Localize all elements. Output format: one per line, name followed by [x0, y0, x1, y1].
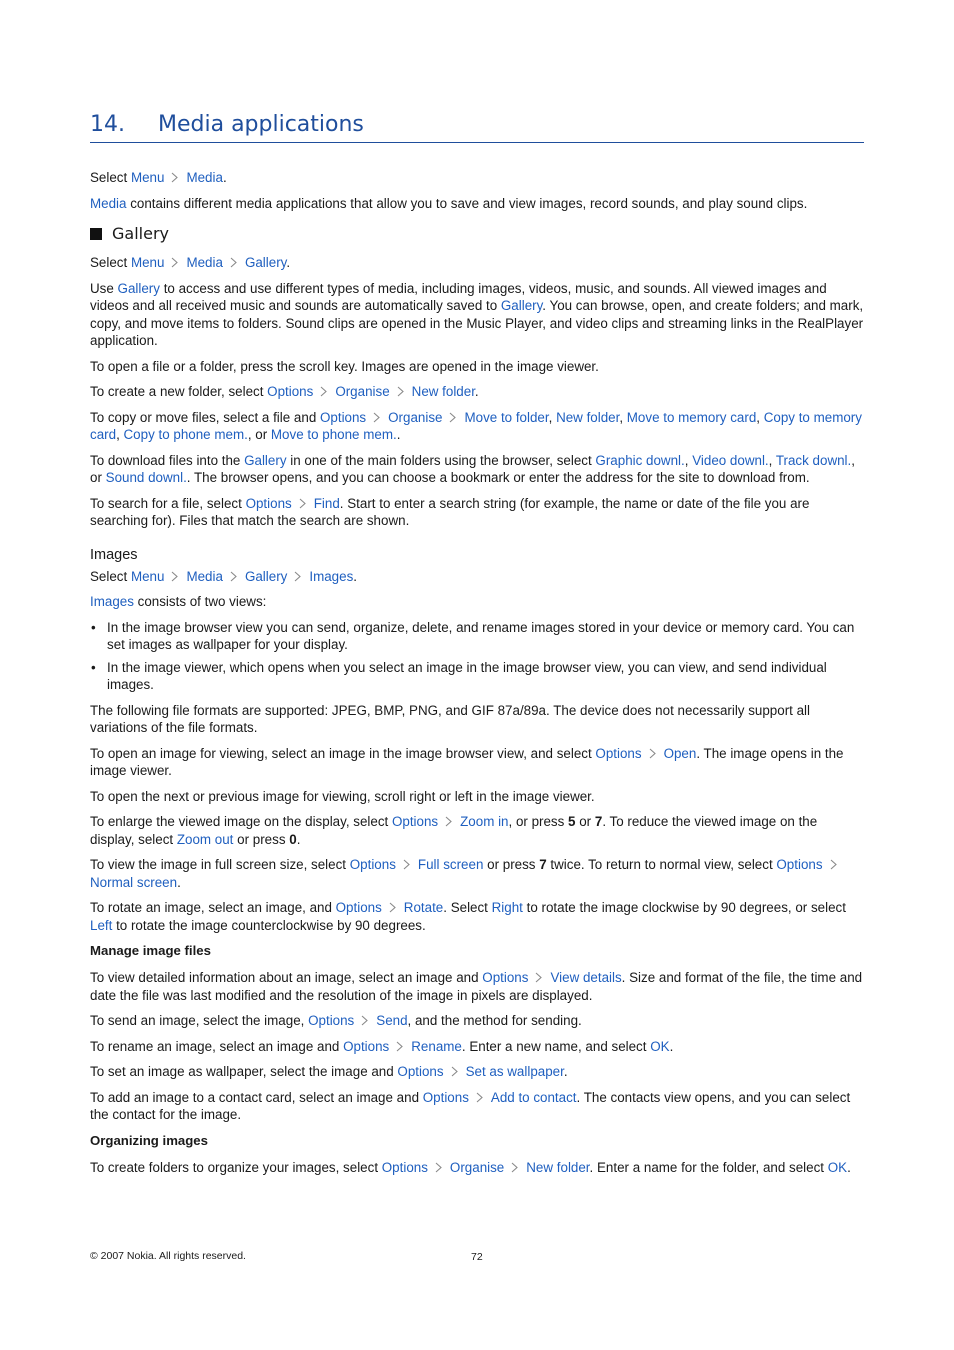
- link-menu[interactable]: Menu: [130, 255, 165, 270]
- link-move-to-phone-mem[interactable]: Move to phone mem.: [270, 427, 397, 442]
- chapter-title: Media applications: [158, 112, 364, 137]
- text-span: To create a new folder, select: [90, 384, 268, 399]
- square-bullet-icon: [90, 228, 102, 240]
- chevron-right-icon: [169, 571, 180, 582]
- organizing-paragraph: [90, 1159, 864, 1177]
- text-span: . Size and format of the file, the time and date the file was last modified and the resolution of the image in pixels are displayed.: [90, 970, 863, 1003]
- chapter-number: 14.: [90, 112, 125, 137]
- text-span: contains different media applications that allow you to save and view images, record sounds, and play sound clips.: [126, 195, 808, 211]
- gallery-search-paragraph: [90, 495, 864, 530]
- text-span: , or press: [508, 814, 569, 829]
- manage-contact-paragraph: [90, 1089, 864, 1124]
- text-span: ,: [768, 452, 776, 468]
- list-item: • In the image viewer, which opens when you select an image in the image browser view, you can view, and send individual images.: [90, 659, 864, 694]
- text-span: ,: [116, 427, 124, 442]
- chevron-right-icon: [292, 571, 303, 582]
- link-options[interactable]: Options: [397, 1064, 444, 1079]
- text-span: to rotate the image clockwise by 90 degrees, or select: [522, 900, 846, 915]
- link-images[interactable]: Images: [309, 568, 354, 584]
- link-options[interactable]: Options: [343, 1038, 390, 1054]
- images-open-paragraph: [90, 745, 864, 780]
- link-media[interactable]: Media: [90, 195, 127, 211]
- link-copy-to-memory-card[interactable]: Copy to memory card: [90, 409, 862, 442]
- link-rename[interactable]: Rename: [411, 1038, 462, 1054]
- link-media[interactable]: Media: [186, 568, 223, 584]
- text-span: to rotate the image counterclockwise by 90 degrees.: [112, 917, 426, 933]
- link-options[interactable]: Options: [308, 1013, 355, 1028]
- chevron-right-icon: [401, 859, 412, 870]
- link-options[interactable]: Options: [482, 970, 529, 985]
- text-span: .: [222, 170, 227, 185]
- chevron-right-icon: [449, 1066, 460, 1077]
- chevron-right-icon: [169, 257, 180, 268]
- manage-rename-paragraph: [90, 1038, 864, 1056]
- images-path: [90, 568, 864, 586]
- footer-copyright: © 2007 Nokia. All rights reserved.: [90, 1250, 246, 1262]
- text-span: or press: [483, 857, 540, 872]
- link-organise[interactable]: Organise: [388, 409, 443, 425]
- link-options[interactable]: Options: [319, 409, 367, 425]
- text-span: To view the image in full screen size, select: [90, 857, 350, 872]
- chevron-right-icon: [359, 1015, 370, 1026]
- link-full-screen[interactable]: Full screen: [417, 857, 484, 872]
- text-span: To copy or move files, select a file and: [90, 409, 320, 425]
- link-move-to-folder[interactable]: Move to folder: [464, 409, 549, 425]
- link-add-to-contact[interactable]: Add to contact: [490, 1089, 577, 1105]
- text-span: ,: [756, 409, 764, 425]
- link-set-as-wallpaper[interactable]: Set as wallpaper: [465, 1064, 564, 1079]
- link-options[interactable]: Options: [391, 814, 439, 829]
- content-flow: [90, 169, 864, 1184]
- text-span: To add an image to a contact card, select an image and: [90, 1089, 423, 1105]
- chevron-right-icon: [447, 412, 458, 423]
- text-span: . Start to enter a search string (for example, the name or date of the file you are searching for). Files that match the search are shown.: [90, 495, 810, 528]
- link-sound-downl[interactable]: Sound downl.: [105, 470, 187, 485]
- text-span: To set an image as wallpaper, select the image and: [90, 1064, 398, 1079]
- subsection-heading-images: Images: [90, 546, 138, 563]
- text-span: Select: [90, 568, 128, 584]
- link-right[interactable]: Right: [491, 900, 523, 915]
- link-options[interactable]: Options: [335, 900, 382, 915]
- link-graphic-downl[interactable]: Graphic downl.: [595, 452, 685, 468]
- link-new-folder[interactable]: New folder: [556, 409, 620, 425]
- images-views-paragraph: [90, 593, 864, 611]
- link-open[interactable]: Open: [663, 745, 697, 761]
- chevron-right-icon: [318, 386, 329, 397]
- chevron-right-icon: [533, 972, 544, 983]
- chevron-right-icon: [394, 1041, 405, 1052]
- text-span: Use: [90, 280, 118, 296]
- chevron-right-icon: [387, 902, 398, 913]
- link-organise[interactable]: Organise: [335, 384, 390, 399]
- link-options[interactable]: Options: [422, 1089, 469, 1105]
- key-label: 7: [539, 857, 547, 872]
- text-span: To open an image for viewing, select an image in the image browser view, and select: [90, 745, 596, 761]
- chevron-right-icon: [509, 1162, 520, 1173]
- chevron-right-icon: [443, 816, 454, 827]
- images-full-screen-paragraph: [90, 856, 864, 891]
- manage-wallpaper-paragraph: [90, 1063, 864, 1081]
- link-zoom-in[interactable]: Zoom in: [460, 814, 509, 829]
- link-move-to-memory-card[interactable]: Move to memory card: [626, 409, 757, 425]
- text-span: .: [296, 831, 301, 847]
- chevron-right-icon: [395, 386, 406, 397]
- link-send[interactable]: Send: [376, 1013, 408, 1028]
- text-span: or press: [233, 831, 290, 847]
- link-media[interactable]: Media: [186, 255, 223, 270]
- gallery-open-paragraph: To open a file or a folder, press the scroll key. Images are opened in the image viewer.: [90, 358, 599, 374]
- text-span: twice. To return to normal view, select: [546, 857, 777, 872]
- link-menu[interactable]: Menu: [130, 568, 165, 584]
- link-copy-to-phone-mem[interactable]: Copy to phone mem.: [123, 427, 248, 442]
- text-span: or: [575, 814, 595, 829]
- text-span: . Enter a new name, and select: [461, 1038, 651, 1054]
- link-view-details[interactable]: View details: [550, 970, 622, 985]
- link-gallery[interactable]: Gallery: [244, 452, 287, 468]
- section-title: Gallery: [112, 224, 169, 243]
- gallery-download-paragraph: [90, 452, 864, 487]
- text-span: .: [669, 1038, 674, 1054]
- link-new-folder[interactable]: New folder: [526, 1159, 590, 1175]
- link-new-folder[interactable]: New folder: [411, 384, 475, 399]
- text-span: Select: [90, 255, 128, 270]
- images-next-paragraph: To open the next or previous image for viewing, scroll right or left in the image viewer.: [90, 788, 595, 804]
- text-span: , or: [90, 452, 855, 485]
- text-span: in one of the main folders using the browser, select: [286, 452, 596, 468]
- chapter-heading: [90, 110, 864, 143]
- gallery-path: [90, 254, 864, 272]
- text-span: To enlarge the viewed image on the display, select: [90, 814, 392, 829]
- text-span: To send an image, select the image,: [90, 1013, 309, 1028]
- text-span: . You can browse, open, and create folders; and mark, copy, and move items to folders. Sound clips are opened in the Music Player, and video clips and streaming links in the RealPlayer application.: [90, 298, 864, 348]
- images-formats-paragraph: The following file formats are supported: JPEG, BMP, PNG, and GIF 87a/89a. The device does not necessarily support all variations of the file formats.: [90, 702, 810, 735]
- link-normal-screen[interactable]: Normal screen: [90, 874, 178, 890]
- text-span: To rename an image, select an image and: [90, 1038, 344, 1054]
- gallery-use-paragraph: [90, 280, 864, 350]
- gallery-copy-paragraph: [90, 409, 864, 444]
- link-options[interactable]: Options: [349, 857, 396, 872]
- section-heading-gallery: [90, 224, 864, 244]
- text-span: . The contacts view opens, and you can select the contact for the image.: [90, 1089, 851, 1122]
- heading-organizing-images: Organizing images: [90, 1132, 208, 1148]
- link-gallery[interactable]: Gallery: [117, 280, 160, 296]
- text-span: . Select: [443, 900, 492, 915]
- link-gallery[interactable]: Gallery: [244, 568, 288, 584]
- intro-description: [90, 195, 864, 213]
- text-span: ,: [684, 452, 693, 468]
- link-gallery[interactable]: Gallery: [244, 255, 287, 270]
- text-span: To rotate an image, select an image, and: [90, 900, 336, 915]
- images-enlarge-paragraph: [90, 813, 864, 848]
- key-label: 7: [594, 814, 603, 829]
- chevron-right-icon: [474, 1092, 485, 1103]
- text-span: .: [847, 1159, 851, 1175]
- link-zoom-out[interactable]: Zoom out: [176, 831, 234, 847]
- text-span: ,: [548, 409, 557, 425]
- chevron-right-icon: [228, 571, 239, 582]
- link-left[interactable]: Left: [90, 917, 113, 933]
- gallery-create-paragraph: [90, 383, 864, 401]
- chevron-right-icon: [433, 1162, 444, 1173]
- text-span: .: [563, 1064, 568, 1079]
- text-span: To download files into the: [90, 452, 245, 468]
- link-find[interactable]: Find: [313, 495, 340, 511]
- heading-manage-image-files: Manage image files: [90, 943, 211, 958]
- text-span: ,: [619, 409, 627, 425]
- text-span: .: [474, 384, 479, 399]
- images-rotate-paragraph: [90, 899, 864, 934]
- images-views-list: [90, 619, 864, 694]
- link-ok[interactable]: OK: [827, 1159, 848, 1175]
- text-span: to access and use different types of media, including images, videos, music, and sounds. All viewed images and videos and all received music and sounds are automatically saved to: [90, 280, 827, 313]
- link-track-downl[interactable]: Track downl.: [775, 452, 852, 468]
- text-span: .: [286, 255, 291, 270]
- link-options[interactable]: Options: [776, 857, 823, 872]
- link-menu[interactable]: Menu: [130, 170, 165, 185]
- link-options[interactable]: Options: [381, 1159, 428, 1175]
- manage-send-paragraph: [90, 1012, 864, 1030]
- link-video-downl[interactable]: Video downl.: [692, 452, 769, 468]
- text-span: To create folders to organize your images, select: [90, 1159, 382, 1175]
- text-span: .: [396, 427, 401, 442]
- chevron-right-icon: [297, 498, 308, 509]
- key-label: 0: [289, 831, 297, 847]
- text-span: . Enter a name for the folder, and select: [589, 1159, 828, 1175]
- link-options[interactable]: Options: [245, 495, 292, 511]
- link-rotate[interactable]: Rotate: [403, 900, 444, 915]
- link-media[interactable]: Media: [186, 170, 223, 185]
- link-options[interactable]: Options: [595, 745, 642, 761]
- text-span: Select: [90, 170, 128, 185]
- chevron-right-icon: [169, 172, 180, 183]
- text-span: . The image opens in the image viewer.: [90, 745, 844, 778]
- text-span: consists of two views:: [133, 594, 267, 609]
- chevron-right-icon: [828, 859, 839, 870]
- text-span: .: [177, 874, 181, 890]
- key-label: 5: [568, 814, 576, 829]
- text-span: .: [353, 568, 358, 584]
- link-organise[interactable]: Organise: [449, 1159, 505, 1175]
- chevron-right-icon: [371, 412, 382, 423]
- text-span: To view detailed information about an image, select an image and: [90, 970, 483, 985]
- link-gallery[interactable]: Gallery: [500, 298, 543, 313]
- chevron-right-icon: [228, 257, 239, 268]
- text-span: To search for a file, select: [90, 495, 246, 511]
- link-options[interactable]: Options: [267, 384, 314, 399]
- list-item: • In the image browser view you can send, organize, delete, and rename images stored in your device or memory card. You can set images as wallpaper for your display.: [90, 619, 864, 654]
- text-span: . The browser opens, and you can choose a bookmark or enter the address for the site to download from.: [186, 470, 810, 485]
- link-ok[interactable]: OK: [650, 1038, 670, 1054]
- manage-details-paragraph: [90, 969, 864, 1004]
- text-span: , and the method for sending.: [407, 1013, 582, 1028]
- intro-path: [90, 169, 864, 187]
- chevron-right-icon: [647, 748, 658, 759]
- text-span: . To reduce the viewed image on the display, select: [90, 814, 818, 847]
- footer-page-number: 72: [471, 1251, 483, 1263]
- text-span: , or: [247, 427, 271, 442]
- link-images[interactable]: Images: [90, 594, 134, 609]
